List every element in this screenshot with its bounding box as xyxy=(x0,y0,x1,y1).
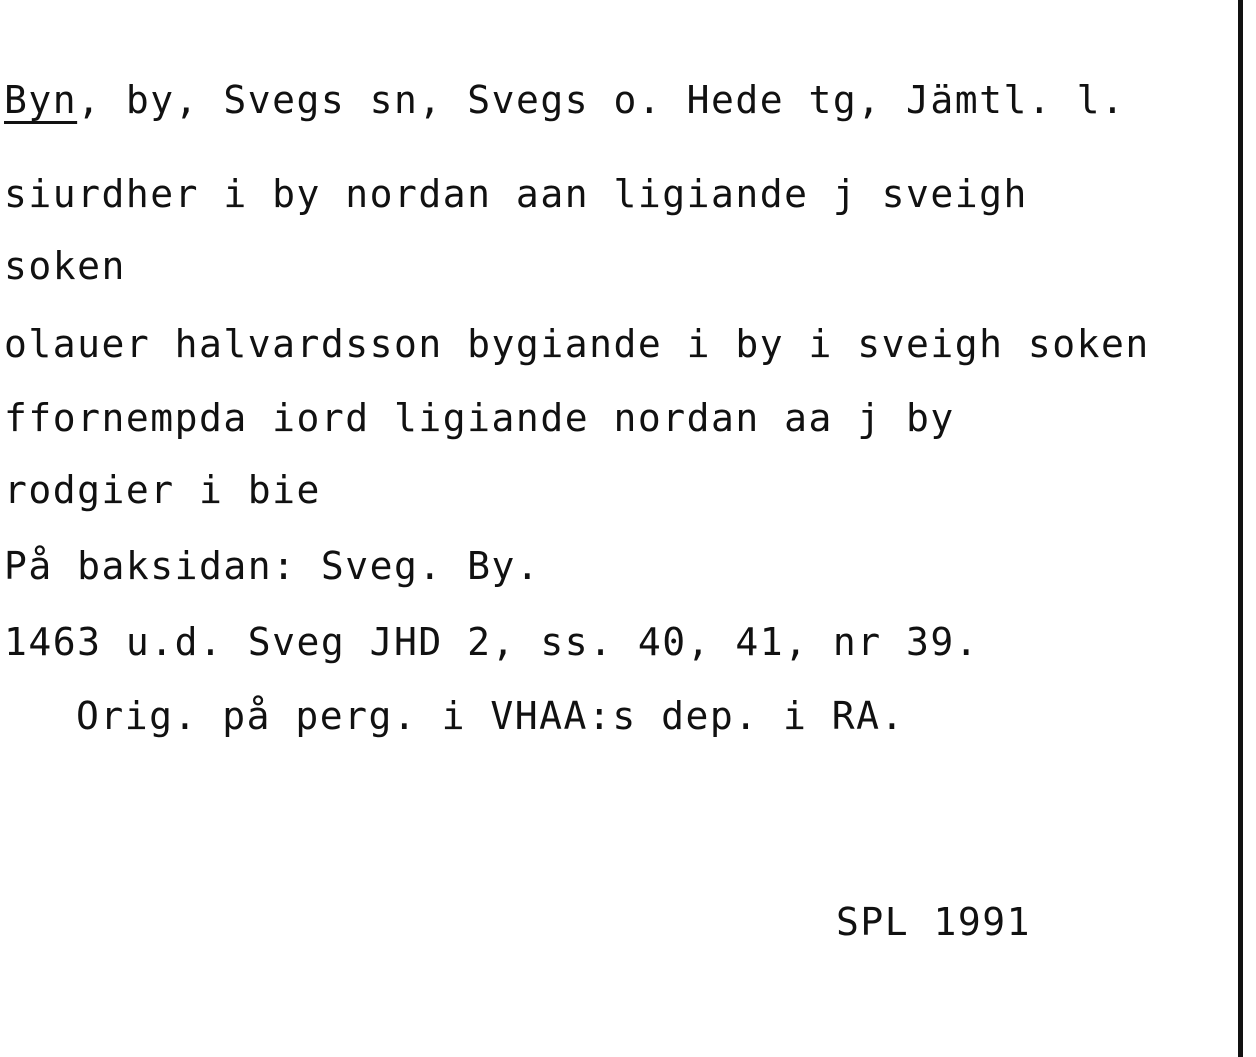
excerpt-line-4: ffornempda iord ligiande nordan aa j by xyxy=(4,396,955,440)
card-edge-line xyxy=(1238,0,1243,1057)
excerpt-line-2: soken xyxy=(4,244,126,288)
signature: SPL 1991 xyxy=(836,900,1032,944)
excerpt-line-5: rodgier i bie xyxy=(4,468,321,512)
back-note: På baksidan: Sveg. By. xyxy=(4,544,541,588)
excerpt-line-1: siurdher i by nordan aan ligiande j sveigh xyxy=(4,172,1028,216)
source-reference: 1463 u.d. Sveg JHD 2, ss. 40, 41, nr 39. xyxy=(4,620,980,664)
excerpt-line-3: olauer halvardsson bygiande i by i sveigh soken xyxy=(4,322,1150,366)
place-name: Byn xyxy=(4,78,78,122)
heading-rest: , by, Svegs sn, Svegs o. Hede tg, Jämtl. l. xyxy=(77,78,1126,122)
heading-line xyxy=(4,78,1125,122)
original-location: Orig. på perg. i VHAA:s dep. i RA. xyxy=(76,694,905,738)
